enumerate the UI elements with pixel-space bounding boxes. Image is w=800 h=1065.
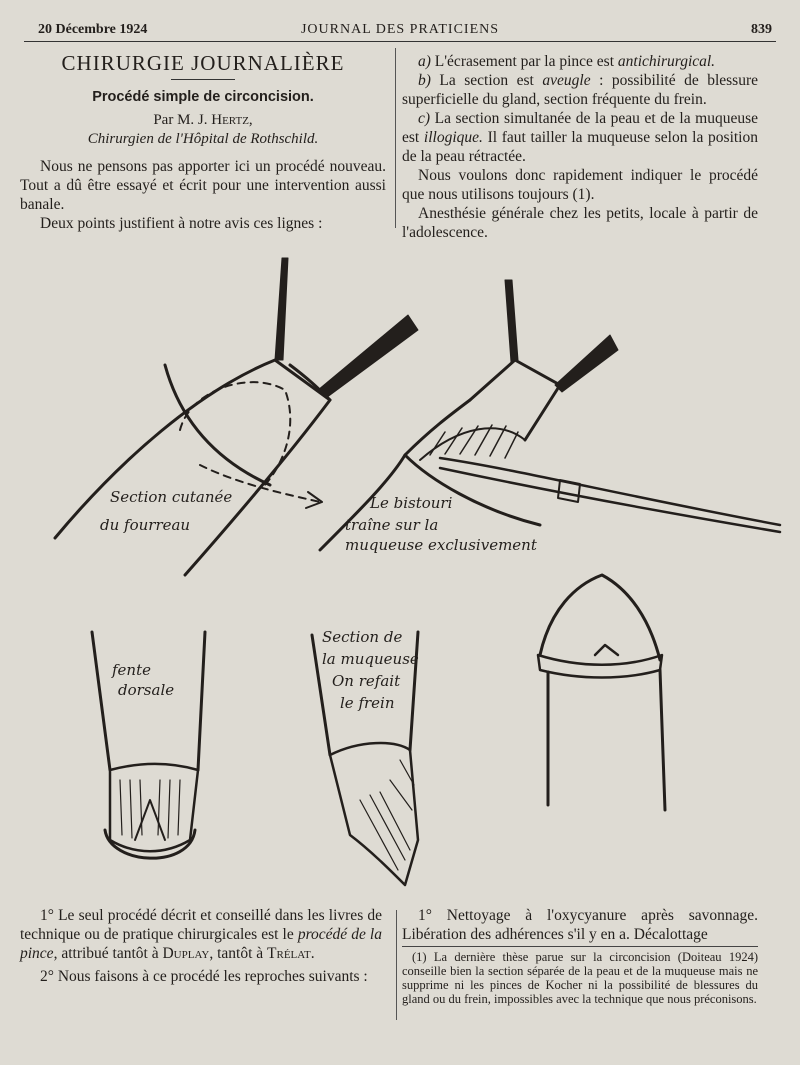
drawing-2-retractor-b [555,335,618,392]
rubric-rule [171,79,235,80]
label-section-cutanee-2: du fourreau [100,516,191,534]
right-paragraph: Anesthésie générale chez les petits, locale à partir de l'adolescence. [402,205,758,241]
label-muqueuse-2: la muqueuse [322,650,419,668]
reproach-c: c) La section simultanée de la peau et de la muqueuse est illogique. Il faut tailler la muqueuse selon la position de la peau rétractée. [402,110,758,165]
drawing-5-shaft [548,670,665,810]
header-date: 20 Décembre 1924 [38,22,148,37]
bottom-right-column [402,906,758,1006]
bottom-right-paragraph: 1° Nettoyage à l'oxycyanure après savonnage. Libération des adhérences s'il y en a. Décalottage [402,907,758,943]
column-divider [395,48,396,228]
drawing-2-mucosa [420,428,525,460]
drawing-1-shaft [55,360,330,575]
author-affiliation: Chirurgien de l'Hôpital de Rothschild. [87,131,319,147]
drawing-5-suture-band [538,655,662,678]
intro-paragraph: Nous ne pensons pas apporter ici un procédé nouveau. Tout a dû être essayé et écrit pour une intervention aussi banale. [20,158,386,213]
label-muqueuse-1: Section de [322,628,403,646]
right-column [402,52,758,242]
label-fente-2: dorsale [118,681,175,699]
footnote-rule [402,946,758,947]
drawing-1-retractor-a [275,258,288,360]
label-fente-1: fente [112,661,151,679]
rubric-title: CHIRURGIE JOURNALIÈRE [61,51,345,75]
header-journal-title: JOURNAL DES PRATICIENS [300,22,500,37]
drawing-3-lines [120,780,180,838]
bottom-column-divider [396,910,397,1020]
left-column [20,52,386,233]
article-title: Procédé simple de circoncision. [92,89,314,105]
intro-paragraph: Deux points justifient à notre avis ces lignes : [40,215,323,232]
footnote: (1) La dernière thèse parue sur la circoncision (Doiteau 1924) conseille bien la section séparée de la peau et de la muqueuse mais ne supprime ni les pinces de Kocher ni la possibilité de blessures du gland ou du frein, impossibles avec la technique que nous préconisons. [402,950,758,1006]
drawing-4-lines [360,760,414,870]
drawing-5-glans [540,575,660,660]
drawing-3-collar [110,764,198,851]
label-muqueuse-4: le frein [340,694,395,712]
scalpel-handle [440,458,780,532]
surgical-illustration [0,240,800,900]
reproach-a: a) L'écrasement par la pince est antichirurgical. [418,53,716,70]
drawing-5-frenulum [595,645,618,655]
drawing-3-shaft [92,632,205,770]
bottom-left-paragraph-1: 1° Le seul procédé décrit et conseillé dans les livres de technique ou de pratique chirurgicales est le procédé de la pince, attribué tantôt à Duplay, tantôt à Trélat. [20,907,382,962]
drawing-4-collar [330,743,418,885]
drawing-1-retractor-b [318,315,418,398]
right-paragraph: Nous voulons donc rapidement indiquer le procédé que nous utilisons toujours (1). [402,167,758,203]
label-section-cutanee-1: Section cutanée [110,488,233,506]
header-rule [24,41,776,42]
page-header [0,0,800,42]
label-bistouri-3: muqueuse exclusivement [345,536,537,554]
header-page-number: 839 [751,22,772,37]
drawing-3-slit [135,800,165,840]
article-author: Par M. J. Hertz, [153,112,253,128]
reproach-b: b) La section est aveugle : possibilité de blessure superficielle du gland, section fréquente du frein. [402,72,758,108]
label-muqueuse-3: On refait [332,672,401,690]
label-bistouri-2: traîne sur la [345,516,439,534]
bottom-left-column [20,906,382,986]
label-bistouri-1: Le bistouri [370,494,453,512]
bottom-left-paragraph-2: 2° Nous faisons à ce procédé les reproches suivants : [40,968,368,985]
drawing-1-dashed-cut [180,382,290,488]
drawing-2-retractor-a [505,280,518,362]
